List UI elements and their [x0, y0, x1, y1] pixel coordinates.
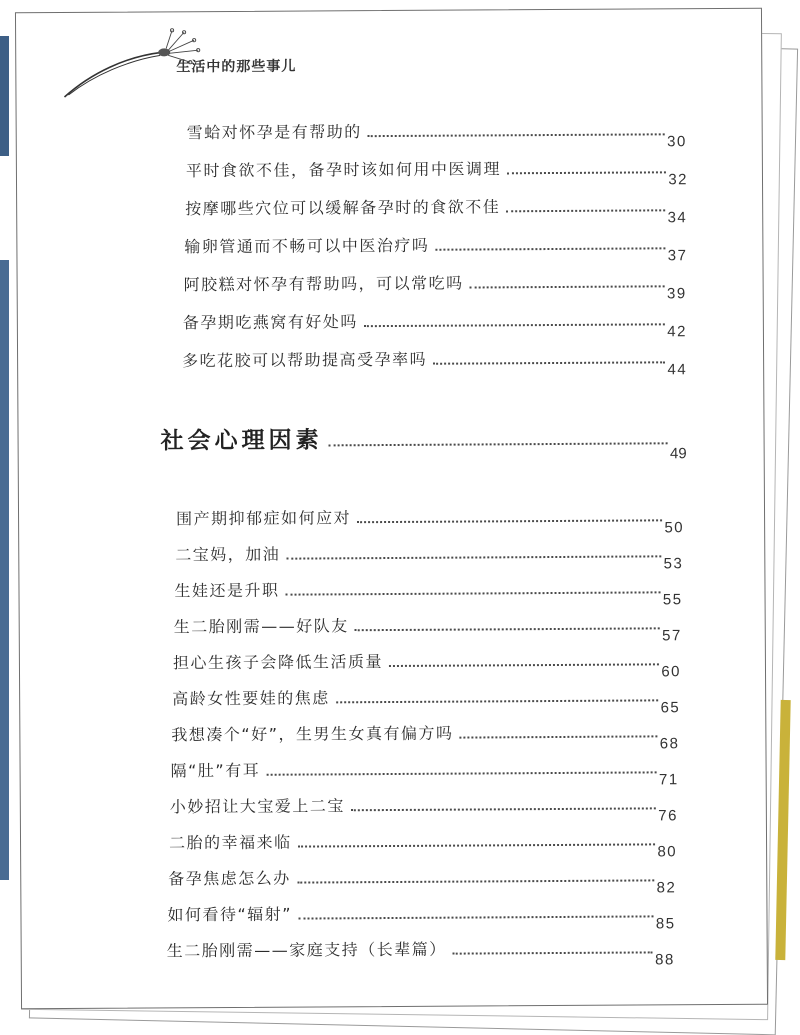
dot-leader [351, 806, 656, 811]
toc-page-number: 71 [658, 771, 679, 789]
toc-entry-title: 如何看待“辐射” [167, 904, 293, 925]
toc-entry-title: 备孕焦虑怎么办 [168, 868, 291, 889]
dot-leader [453, 950, 653, 954]
toc-page-number: 49 [669, 445, 687, 463]
toc-entry-title: 按摩哪些穴位可以缓解备孕时的食欲不佳 [185, 197, 501, 219]
toc-page-number: 42 [667, 323, 687, 341]
toc-entry[interactable] [186, 117, 687, 151]
toc-entry[interactable] [172, 683, 681, 717]
toc-entry[interactable] [171, 719, 680, 753]
toc-page-number: 80 [657, 843, 678, 861]
toc-entry[interactable] [174, 575, 683, 609]
dot-leader [336, 698, 659, 703]
toc-page-number: 55 [662, 591, 683, 609]
toc-entry-title: 平时食欲不佳，备孕时该如何用中医调理 [185, 159, 502, 181]
toc-entry-title: 多吃花胶可以帮助提高受孕率吗 [182, 349, 428, 371]
toc-page-number: 60 [661, 663, 682, 681]
toc-entry-title: 雪蛤对怀孕是有帮助的 [186, 122, 362, 143]
dot-leader [286, 554, 661, 559]
toc-page-number: 34 [667, 209, 688, 227]
toc-entry[interactable] [173, 611, 682, 645]
toc-page-number: 37 [667, 247, 688, 265]
toc-page-number: 32 [668, 171, 689, 189]
dot-leader [329, 442, 668, 446]
toc-entry-title: 二宝妈，加油 [175, 544, 281, 565]
toc-page-number: 53 [663, 555, 684, 573]
toc-entry[interactable] [175, 539, 684, 573]
toc-page-number: 76 [658, 807, 678, 825]
dot-leader [368, 132, 665, 137]
dot-leader [355, 626, 660, 631]
book-edge-stripe [0, 36, 9, 156]
toc-page-number: 88 [655, 951, 675, 969]
toc-entry[interactable] [183, 269, 687, 303]
toc-entry[interactable] [182, 307, 687, 341]
toc-entry-title: 隔“肚”有耳 [170, 760, 261, 781]
toc-page-number: 68 [659, 735, 680, 753]
toc-entry[interactable] [166, 935, 675, 969]
dot-leader [459, 734, 657, 738]
dot-leader [298, 914, 654, 919]
toc-entry[interactable] [182, 345, 688, 379]
toc-entry-title: 二胎的幸福来临 [168, 832, 292, 853]
toc-page-number: 85 [655, 915, 676, 933]
toc-entry-title: 小妙招让大宝爱上二宝 [169, 796, 345, 817]
toc-entry[interactable] [168, 863, 677, 897]
dot-leader [357, 518, 662, 523]
dot-leader [266, 770, 657, 775]
toc-entry[interactable] [169, 791, 678, 825]
toc-page-number: 50 [664, 519, 685, 537]
toc-entry[interactable] [185, 193, 688, 227]
toc-entry[interactable] [176, 503, 685, 537]
toc-entry[interactable] [185, 155, 689, 189]
toc-entry-title: 生二胎刚需——家庭支持（长辈篇） [166, 939, 447, 961]
dot-leader [297, 878, 655, 883]
toc-page-number: 44 [667, 361, 688, 379]
section-title: 社会心理因素 [160, 427, 323, 455]
toc-entry-title: 阿胶糕对怀孕有帮助吗，可以常吃吗 [183, 273, 464, 295]
toc-entry-title: 担心生孩子会降低生活质量 [172, 652, 384, 673]
dot-leader [433, 360, 665, 364]
toc-page-number: 82 [656, 879, 677, 897]
toc-entry-title: 我想凑个“好”，生男生女真有偏方吗 [171, 723, 454, 745]
toc-entry-title: 生娃还是升职 [174, 580, 280, 601]
dot-leader [364, 322, 665, 327]
toc-entry-title: 输卵管通而不畅可以中医治疗吗 [184, 235, 430, 257]
dot-leader [286, 590, 661, 595]
toc-page [15, 8, 768, 1010]
toc-section-heading[interactable] [160, 419, 687, 463]
toc-entry[interactable] [170, 755, 679, 789]
toc-page-number: 57 [662, 627, 682, 645]
dot-leader [470, 284, 665, 288]
toc-page-number: 65 [660, 699, 681, 717]
dot-leader [435, 246, 665, 250]
toc-entry-title: 备孕期吃燕窝有好处吗 [182, 312, 358, 333]
toc-entry[interactable] [184, 231, 688, 265]
running-header: 生活中的那些事儿 [176, 58, 297, 76]
toc-entry[interactable] [167, 899, 676, 933]
toc-page-number: 30 [667, 133, 687, 151]
dot-leader [298, 842, 656, 847]
dot-leader [507, 170, 666, 174]
dot-leader [506, 208, 665, 212]
toc-entry-title: 围产期抑郁症如何应对 [176, 508, 352, 529]
toc-page-number: 39 [666, 285, 687, 303]
dot-leader [389, 662, 659, 667]
toc-entry[interactable] [172, 647, 682, 681]
toc-entry-title: 生二胎刚需——好队友 [173, 616, 349, 637]
book-edge-stripe [0, 260, 9, 880]
toc-entry-title: 高龄女性要娃的焦虑 [172, 688, 330, 709]
toc-entry[interactable] [168, 827, 678, 861]
